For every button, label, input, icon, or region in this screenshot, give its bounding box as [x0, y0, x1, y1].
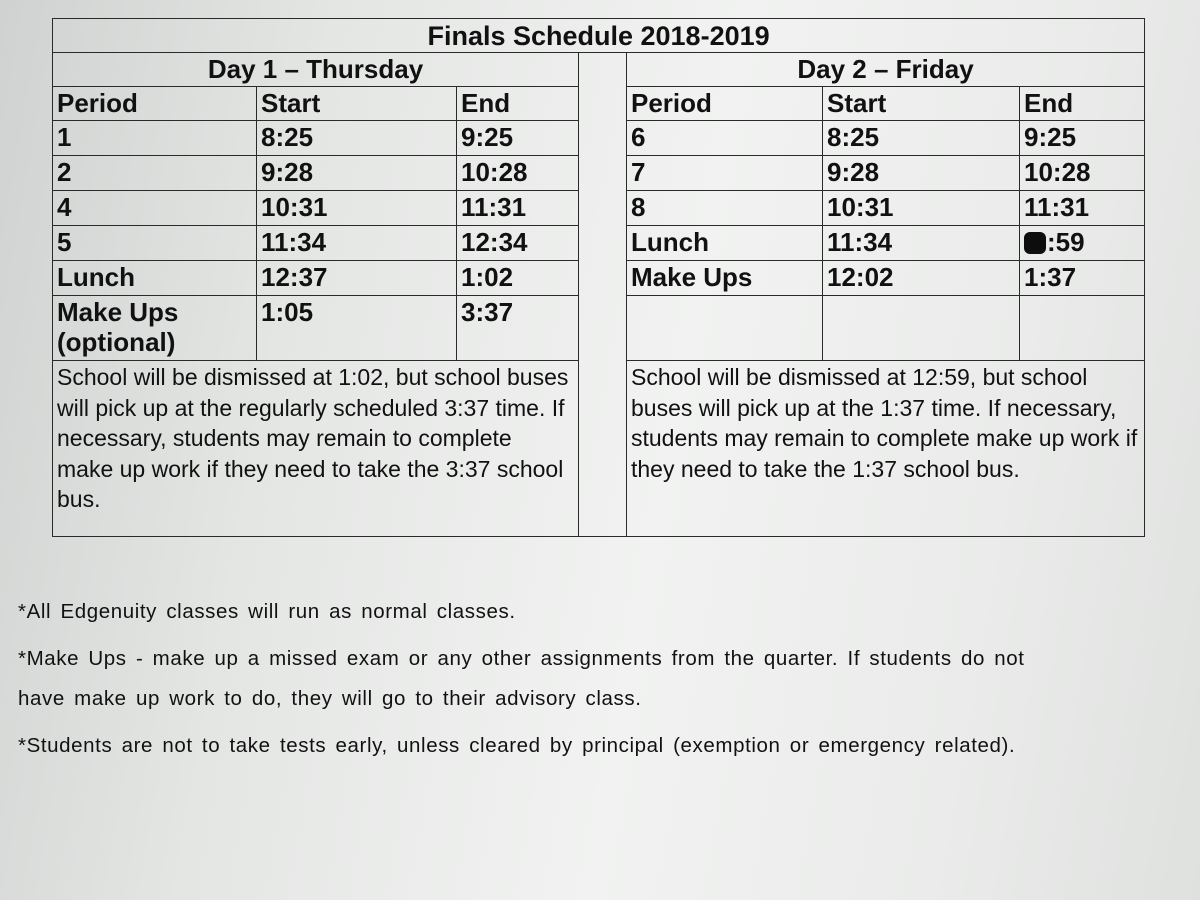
day2-start-cell: 8:25 — [823, 121, 1020, 156]
day1-period-cell: 2 — [53, 156, 257, 191]
day1-period-cell: 1 — [53, 121, 257, 156]
day1-start-header: Start — [257, 87, 457, 121]
day2-period-cell: Lunch — [627, 226, 823, 261]
footnote-make-ups-continued: have make up work to do, they will go to their advisory class. — [18, 687, 642, 711]
day2-end-header: End — [1020, 87, 1145, 121]
day1-start-cell: 10:31 — [257, 191, 457, 226]
footnote-no-early-tests: *Students are not to take tests early, unless cleared by principal (exemption or emergency related). — [18, 733, 1016, 757]
day2-dismissal-note: School will be dismissed at 12:59, but school buses will pick up at the 1:37 time. If necessary, students may remain to complete make up work if they need to take the 1:37 school bus. — [627, 361, 1145, 537]
day1-period-cell: Lunch — [53, 261, 257, 296]
day1-period-cell: 4 — [53, 191, 257, 226]
day2-end-cell: 1:37 — [1020, 261, 1145, 296]
title-row — [53, 19, 1145, 53]
day1-heading: Day 1 – Thursday — [53, 53, 579, 87]
day1-period-header: Period — [53, 87, 257, 121]
day2-period-header: Period — [627, 87, 823, 121]
day2-heading: Day 2 – Friday — [627, 53, 1145, 87]
day1-end-cell: 1:02 — [457, 261, 579, 296]
day1-end-cell: 12:34 — [457, 226, 579, 261]
day2-period-cell — [627, 296, 823, 361]
column-gap — [579, 53, 627, 537]
day2-end-cell: 9:25 — [1020, 121, 1145, 156]
day2-start-cell: 10:31 — [823, 191, 1020, 226]
day2-period-cell: 8 — [627, 191, 823, 226]
footnotes — [18, 600, 1178, 780]
finals-schedule-table — [52, 18, 1145, 537]
footnote-edgenuity: *All Edgenuity classes will run as normal classes. — [18, 600, 516, 623]
day1-period-cell: 5 — [53, 226, 257, 261]
footnote-make-ups: *Make Ups - make up a missed exam or any other assignments from the quarter. If students do not — [18, 646, 1025, 670]
day2-start-cell: 9:28 — [823, 156, 1020, 191]
day2-lunch-end-minutes: :59 — [1047, 227, 1085, 258]
day1-end-cell: 11:31 — [457, 191, 579, 226]
ink-blot-mark — [1024, 232, 1046, 254]
day2-period-cell: Make Ups — [627, 261, 823, 296]
day1-dismissal-note: School will be dismissed at 1:02, but school buses will pick up at the regularly scheduled 3:37 time. If necessary, students may remain to complete make up work if they need to take the 3:37 school bus. — [53, 361, 579, 537]
day2-start-cell: 12:02 — [823, 261, 1020, 296]
day2-end-cell — [1020, 296, 1145, 361]
day1-end-cell: 10:28 — [457, 156, 579, 191]
day-heading-row — [53, 53, 1145, 87]
day2-end-cell: 11:31 — [1020, 191, 1145, 226]
day1-start-cell: 1:05 — [257, 296, 457, 361]
day1-end-header: End — [457, 87, 579, 121]
day1-start-cell: 12:37 — [257, 261, 457, 296]
day1-end-cell: 3:37 — [457, 296, 579, 361]
day2-end-cell — [1020, 226, 1145, 261]
day1-start-cell: 8:25 — [257, 121, 457, 156]
day2-start-cell: 11:34 — [823, 226, 1020, 261]
day1-start-cell: 11:34 — [257, 226, 457, 261]
day2-period-cell: 7 — [627, 156, 823, 191]
day2-start-cell — [823, 296, 1020, 361]
day1-start-cell: 9:28 — [257, 156, 457, 191]
schedule-title: Finals Schedule 2018-2019 — [53, 19, 1145, 53]
day2-end-cell: 10:28 — [1020, 156, 1145, 191]
day2-start-header: Start — [823, 87, 1020, 121]
day1-end-cell: 9:25 — [457, 121, 579, 156]
day2-period-cell: 6 — [627, 121, 823, 156]
day1-period-cell: Make Ups (optional) — [53, 296, 257, 361]
